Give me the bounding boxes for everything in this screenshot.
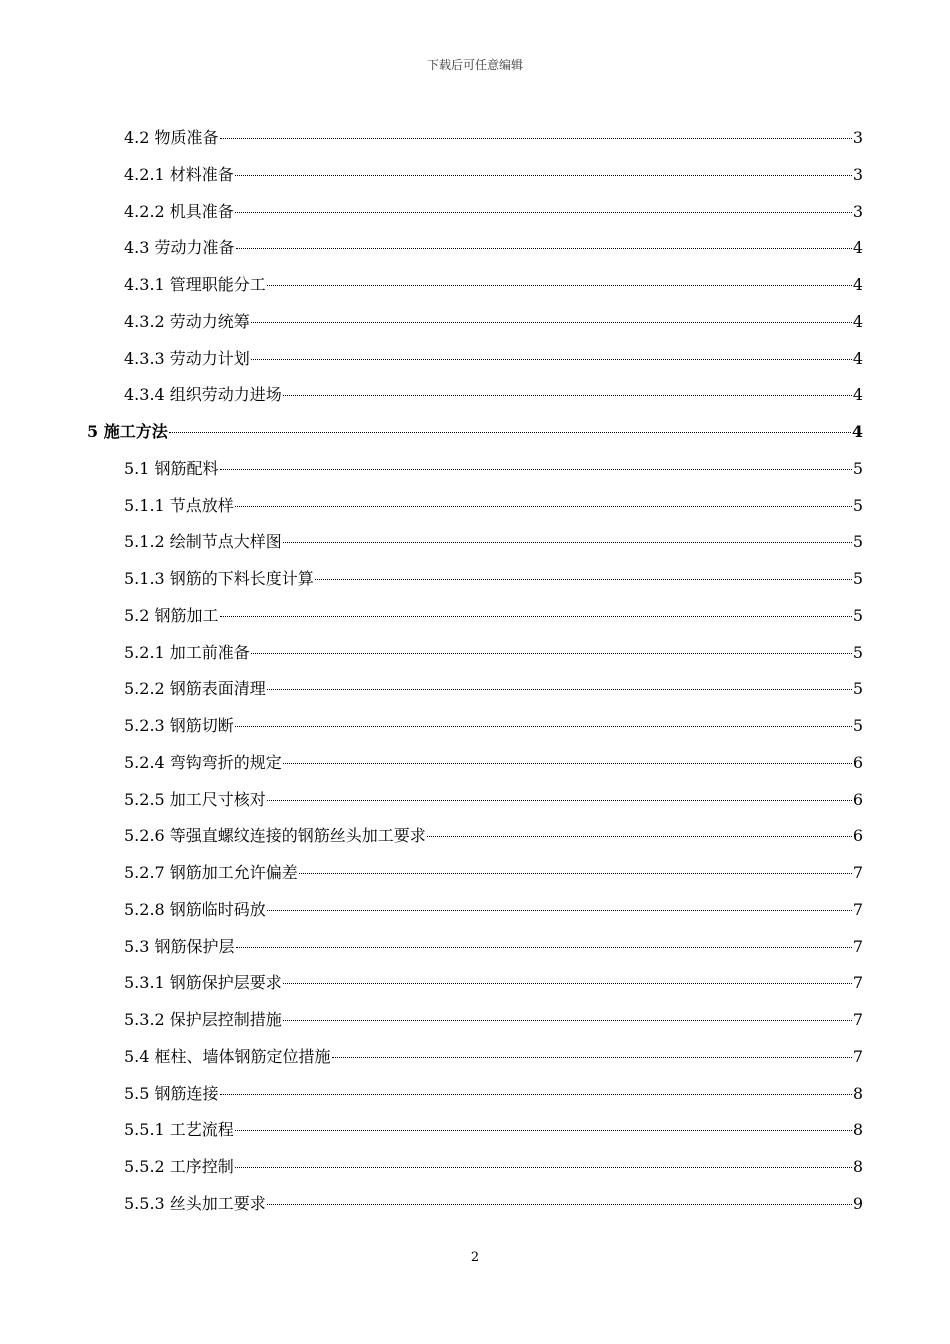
toc-dot-leader <box>283 763 852 764</box>
toc-entry[interactable] <box>124 164 863 186</box>
toc-entry-label: 4.3.1 管理职能分工 <box>124 275 266 294</box>
toc-entry[interactable] <box>124 642 863 664</box>
toc-entry-page: 7 <box>852 1047 863 1066</box>
toc-entry[interactable] <box>124 862 863 884</box>
toc-entry-page: 6 <box>852 753 863 772</box>
toc-entry-label: 5.2.1 加工前准备 <box>124 643 250 662</box>
toc-entry-page: 6 <box>852 826 863 845</box>
toc-entry-page: 7 <box>852 1010 863 1029</box>
toc-dot-leader <box>235 1130 852 1131</box>
toc-entry-label: 5 施工方法 <box>87 422 168 441</box>
toc-entry[interactable] <box>124 201 863 223</box>
toc-entry-page: 3 <box>852 202 863 221</box>
toc-dot-leader <box>283 542 852 543</box>
toc-entry-label: 5.2.4 弯钩弯折的规定 <box>124 753 282 772</box>
toc-entry[interactable] <box>124 972 863 994</box>
toc-entry-page: 6 <box>852 790 863 809</box>
toc-entry-label: 5.1.2 绘制节点大样图 <box>124 532 282 551</box>
toc-entry-label: 4.3.2 劳动力统筹 <box>124 312 250 331</box>
toc-dot-leader <box>220 469 852 470</box>
toc-dot-leader <box>267 800 852 801</box>
toc-entry-page: 5 <box>852 532 863 551</box>
toc-entry-page: 7 <box>852 900 863 919</box>
toc-dot-leader <box>220 138 852 139</box>
toc-entry[interactable] <box>124 1193 863 1215</box>
toc-entry[interactable] <box>124 1083 863 1105</box>
toc-dot-leader <box>251 322 852 323</box>
toc-entry[interactable] <box>124 311 863 333</box>
toc-entry[interactable] <box>124 1046 863 1068</box>
toc-entry-label: 4.3.3 劳动力计划 <box>124 349 250 368</box>
toc-dot-leader <box>267 910 852 911</box>
toc-entry[interactable] <box>124 495 863 517</box>
toc-dot-leader <box>315 579 852 580</box>
toc-dot-leader <box>267 285 852 286</box>
toc-entry-label: 5.5.3 丝头加工要求 <box>124 1194 266 1213</box>
toc-dot-leader <box>235 1167 852 1168</box>
toc-entry-page: 5 <box>852 643 863 662</box>
toc-entry[interactable] <box>124 678 863 700</box>
toc-entry-label: 4.2.2 机具准备 <box>124 202 234 221</box>
toc-dot-leader <box>235 726 852 727</box>
toc-entry[interactable] <box>124 531 863 553</box>
toc-entry[interactable] <box>124 1009 863 1031</box>
toc-entry-page: 4 <box>852 312 863 331</box>
toc-entry[interactable] <box>87 421 863 443</box>
toc-entry-page: 9 <box>852 1194 863 1213</box>
toc-entry-page: 4 <box>852 275 863 294</box>
toc-entry[interactable] <box>124 899 863 921</box>
toc-dot-leader <box>220 1094 852 1095</box>
toc-entry-page: 3 <box>852 128 863 147</box>
toc-entry-label: 4.3.4 组织劳动力进场 <box>124 385 282 404</box>
toc-entry-page: 5 <box>852 716 863 735</box>
toc-dot-leader <box>169 432 851 433</box>
toc-entry-page: 4 <box>852 238 863 257</box>
toc-dot-leader <box>236 947 852 948</box>
toc-entry-label: 5.1 钢筋配料 <box>124 459 219 478</box>
toc-dot-leader <box>283 395 852 396</box>
toc-entry-page: 5 <box>852 496 863 515</box>
toc-entry-label: 5.1.1 节点放样 <box>124 496 234 515</box>
toc-entry-page: 3 <box>852 165 863 184</box>
toc-entry-label: 5.5.1 工艺流程 <box>124 1120 234 1139</box>
toc-entry-label: 5.2.3 钢筋切断 <box>124 716 234 735</box>
toc-entry[interactable] <box>124 458 863 480</box>
toc-entry-label: 4.3 劳动力准备 <box>124 238 235 257</box>
toc-entry[interactable] <box>124 568 863 590</box>
toc-entry-page: 5 <box>852 459 863 478</box>
toc-entry[interactable] <box>124 715 863 737</box>
toc-entry-page: 8 <box>852 1084 863 1103</box>
toc-entry-page: 7 <box>852 937 863 956</box>
toc-entry-label: 5.2 钢筋加工 <box>124 606 219 625</box>
toc-entry-label: 5.3.1 钢筋保护层要求 <box>124 973 282 992</box>
toc-dot-leader <box>235 212 852 213</box>
toc-entry-page: 5 <box>852 679 863 698</box>
toc-dot-leader <box>235 175 852 176</box>
toc-entry-label: 5.2.2 钢筋表面清理 <box>124 679 266 698</box>
page-header: 下载后可任意编辑 <box>426 58 523 72</box>
toc-entry-page: 7 <box>852 973 863 992</box>
toc-entry-label: 5.3 钢筋保护层 <box>124 937 235 956</box>
toc-entry-page: 5 <box>852 569 863 588</box>
toc-entry[interactable] <box>124 1119 863 1141</box>
toc-dot-leader <box>283 983 852 984</box>
toc-entry-label: 4.2.1 材料准备 <box>124 165 234 184</box>
toc-dot-leader <box>251 653 852 654</box>
toc-entry-page: 4 <box>852 385 863 404</box>
toc-entry-page: 4 <box>851 422 863 441</box>
page-number: 2 <box>470 1250 480 1265</box>
toc-entry-label: 5.5 钢筋连接 <box>124 1084 219 1103</box>
toc-entry-label: 5.2.6 等强直螺纹连接的钢筋丝头加工要求 <box>124 826 426 845</box>
toc-entry[interactable] <box>124 1156 863 1178</box>
toc-entry-page: 8 <box>852 1157 863 1176</box>
toc-entry[interactable] <box>124 384 863 406</box>
toc-entry[interactable] <box>124 605 863 627</box>
toc-entry-page: 5 <box>852 606 863 625</box>
toc-dot-leader <box>235 506 852 507</box>
toc-entry[interactable] <box>124 237 863 259</box>
toc-entry-label: 5.5.2 工序控制 <box>124 1157 234 1176</box>
toc-dot-leader <box>236 248 852 249</box>
toc-dot-leader <box>332 1057 852 1058</box>
toc-dot-leader <box>299 873 852 874</box>
toc-dot-leader <box>267 689 852 690</box>
toc-entry-label: 4.2 物质准备 <box>124 128 219 147</box>
toc-dot-leader <box>283 1020 852 1021</box>
toc-entry[interactable] <box>124 752 863 774</box>
toc-entry-label: 5.3.2 保护层控制措施 <box>124 1010 282 1029</box>
toc-dot-leader <box>220 616 852 617</box>
toc-entry-page: 4 <box>852 349 863 368</box>
toc-entry-label: 5.2.5 加工尺寸核对 <box>124 790 266 809</box>
toc-entry[interactable] <box>124 936 863 958</box>
toc-entry[interactable] <box>124 825 863 847</box>
toc-entry[interactable] <box>124 127 863 149</box>
toc-entry-page: 7 <box>852 863 863 882</box>
toc-entry[interactable] <box>124 348 863 370</box>
toc-entry-label: 5.2.8 钢筋临时码放 <box>124 900 266 919</box>
toc-entry[interactable] <box>124 274 863 296</box>
toc-entry-label: 5.2.7 钢筋加工允许偏差 <box>124 863 298 882</box>
toc-entry[interactable] <box>124 789 863 811</box>
toc-dot-leader <box>427 836 852 837</box>
toc-entry-label: 5.4 框柱、墙体钢筋定位措施 <box>124 1047 331 1066</box>
toc-entry-page: 8 <box>852 1120 863 1139</box>
toc-dot-leader <box>267 1204 852 1205</box>
toc-dot-leader <box>251 359 852 360</box>
toc-entry-label: 5.1.3 钢筋的下料长度计算 <box>124 569 314 588</box>
